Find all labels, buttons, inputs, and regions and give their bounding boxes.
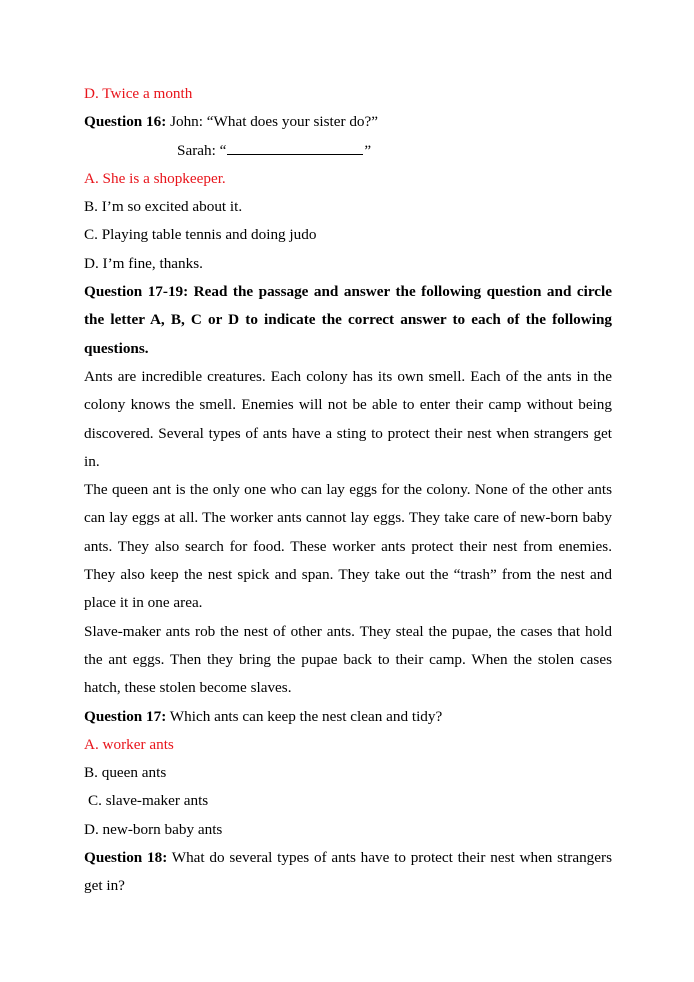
q16-sarah-suffix: ” — [364, 141, 372, 159]
q17-prompt — [84, 703, 612, 731]
q16-option-b: B. I’m so excited about it. — [84, 198, 243, 216]
q16-john-line: John: “What does your sister do?” — [166, 113, 379, 131]
q16-option-a: A. She is a shopkeeper. — [84, 169, 226, 187]
q17-text: Which ants can keep the nest clean and tidy? — [166, 707, 443, 725]
passage-instruction: Question 17-19: Read the passage and answer the following question and circle the letter A, B, C or D to indicate the correct answer to each of the following questions. — [84, 283, 612, 357]
q16-sarah-prefix: Sarah: “ — [177, 141, 227, 159]
q16-answer-blank — [227, 140, 363, 155]
passage-paragraph-1: Ants are incredible creatures. Each colony has its own smell. Each of the ants in the colony knows the smell. Enemies will not be able to enter their camp without being discovered. Several types of ants have a sting to protect their nest when strangers get in. — [84, 367, 612, 470]
q17-option-b: B. queen ants — [84, 764, 167, 782]
q18-label: Question 18: — [84, 849, 168, 867]
q17-option-d: D. new-born baby ants — [84, 820, 223, 838]
q16-option-c: C. Playing table tennis and doing judo — [84, 226, 317, 244]
passage-paragraph-3: Slave-maker ants rob the nest of other ants. They steal the pupae, the cases that hold the ant eggs. Then they bring the pupae back to their camp. When the stolen cases hatch, these stolen become slaves. — [84, 622, 612, 697]
q17-label: Question 17: — [84, 707, 167, 725]
q17-option-a: A. worker ants — [84, 735, 174, 753]
passage-paragraph-2: The queen ant is the only one who can lay eggs for the colony. None of the other ants can lay eggs at all. The worker ants cannot lay eggs. They take care of new-born baby ants. They also search for food. These worker ants protect their nest from enemies. They also keep the nest spick and span. They take out the “trash” from the nest and place it in one area. — [84, 481, 612, 612]
q17-option-c: C. slave-maker ants — [88, 792, 209, 810]
q18-text: What do several types of ants have to protect their nest when strangers get in? — [84, 849, 612, 895]
document-page — [84, 80, 612, 901]
q15-answer: D. Twice a month — [84, 85, 193, 102]
q16-label: Question 16: — [84, 113, 167, 131]
q18-prompt — [84, 844, 612, 901]
q16-sarah-line — [84, 137, 612, 165]
q16-option-d: D. I’m fine, thanks. — [84, 254, 203, 272]
q16-prompt — [84, 108, 612, 136]
